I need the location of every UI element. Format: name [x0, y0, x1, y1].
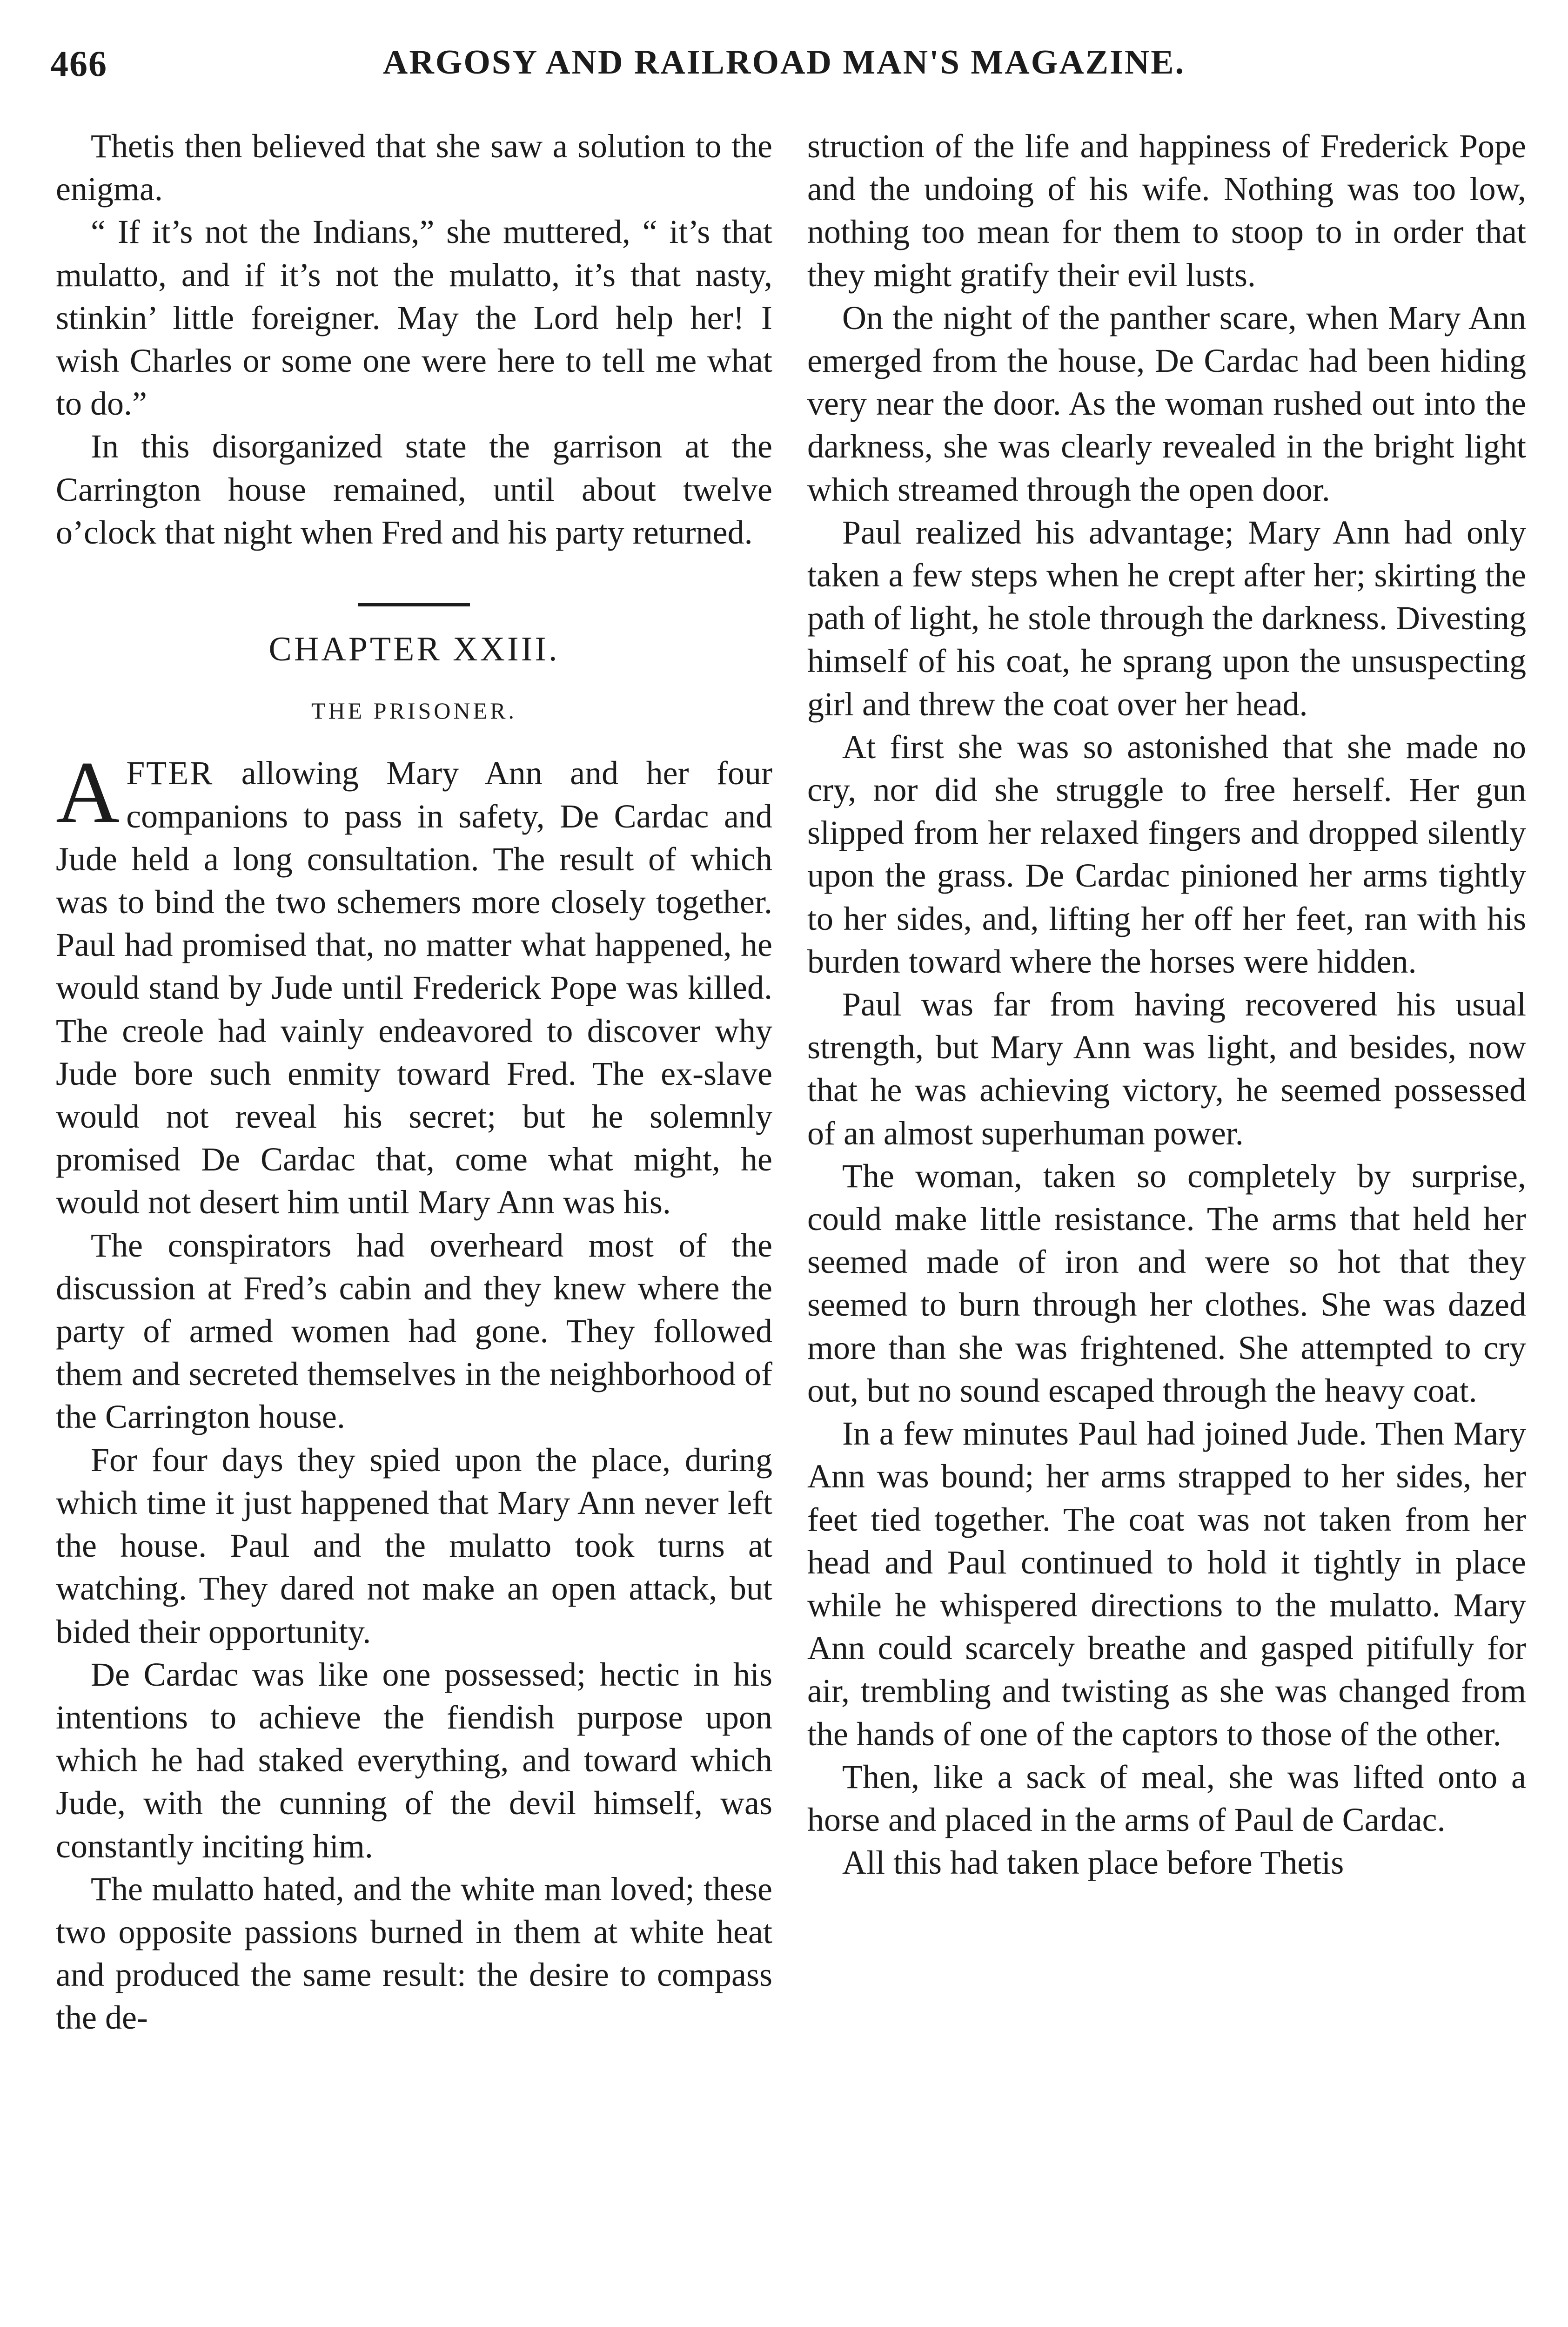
magazine-title: ARGOSY AND RAILROAD MAN'S MAGAZINE. — [382, 43, 1186, 81]
running-header — [0, 43, 1568, 94]
paragraph: All this had taken place before Thetis — [842, 1844, 1344, 1882]
opening-text: allowing Mary Ann and her four companions to pass in safety, De Cardac and Jude held a long consultation. The result of which was to bind the two schemers more closely together. Paul had promised that, no matter what happened, he would stand by Jude until Frederick Pope was killed. The creole had vainly endeavored to discover why Jude bore such enmity toward Fred. The ex-slave would not reveal his secret; but he solemnly promised De Cardac that, come what might, he would not desert him until Mary Ann was his. — [56, 754, 772, 1221]
paragraph: “ If it’s not the Indians,” she muttered, “ it’s that mulatto, and if it’s not the mulatto, it’s that nasty, stinkin’ little foreigner. May the Lord help her! I wish Charles or some one were here to tell me what to do.” — [56, 213, 772, 423]
page-number: 466 — [50, 43, 107, 84]
paragraph: In a few minutes Paul had joined Jude. Then Mary Ann was bound; her arms strapped to her sides, her feet tied together. The coat was not taken from her head and Paul continued to hold it tightly in place while he whispered directions to the mulatto. Mary Ann could scarcely breathe and gasped pitifully for air, trembling and twisting as she was changed from the hands of one of the captors to those of the other. — [807, 1415, 1526, 1753]
section-divider — [358, 603, 470, 606]
continued-paragraph: struction of the life and happiness of Frederick Pope and the undoing of his wife. Nothing was too low, nothing too mean for them to stoop to in order that they might gratify their evil lusts. — [807, 128, 1526, 294]
chapter-title: CHAPTER XXIII. — [268, 630, 560, 669]
paragraph: The conspirators had overheard most of the discussion at Fred’s cabin and they knew where the party of armed women had gone. They followed them and secreted themselves in the neighborhood of the Carrington house. — [56, 1226, 772, 1436]
drop-cap: A — [56, 744, 120, 842]
paragraph: On the night of the panther scare, when Mary Ann emerged from the house, De Cardac had been hiding very near the door. As the woman rushed out into the darkness, she was clearly revealed in the bright light which streamed through the open door. — [807, 299, 1526, 508]
paragraph: For four days they spied upon the place, during which time it just happened that Mary Ann never left the house. Paul and the mulatto took turns at watching. They dared not make an open attack, but bided their opportunity. — [56, 1441, 772, 1650]
left-column — [56, 125, 772, 2327]
paragraph: Thetis then believed that she saw a solution to the enigma. — [56, 128, 772, 208]
paragraph: The woman, taken so completely by surprise, could make little resistance. The arms that held her seemed made of iron and were so hot that they seemed to burn through her clothes. She was dazed more than she was frightened. She attempted to cry out, but no sound escaped through the heavy coat. — [807, 1157, 1526, 1409]
chapter-opening-paragraph — [56, 744, 772, 1224]
paragraph: Paul realized his advantage; Mary Ann had only taken a few steps when he crept after her; skirting the path of light, he stole through the darkness. Divesting himself of his coat, he sprang upon the unsuspecting girl and threw the coat over her head. — [807, 513, 1526, 723]
first-word: FTER — [126, 754, 214, 792]
right-column — [807, 125, 1526, 2327]
paragraph: At first she was so astonished that she made no cry, nor did she struggle to free herself. Her gun slipped from her relaxed fingers and dropped silently upon the grass. De Cardac pinioned her arms tightly to her sides, and, lifting her off her feet, ran with his burden toward where the horses were hidden. — [807, 728, 1526, 980]
paragraph: The mulatto hated, and the white man loved; these two opposite passions burned in them at white heat and produced the same result: the desire to compass the de- — [56, 1870, 772, 2037]
paragraph: De Cardac was like one possessed; hectic in his intentions to achieve the fiendish purpose upon which he had staked everything, and toward which Jude, with the cunning of the devil himself, was constantly inciting him. — [56, 1655, 772, 1865]
paragraph: Paul was far from having recovered his usual strength, but Mary Ann was light, and besides, now that he was achieving victory, he seemed possessed of an almost superhuman power. — [807, 986, 1526, 1152]
paragraph: In this disorganized state the garrison at the Carrington house remained, until about twelve o’clock that night when Fred and his party returned. — [56, 428, 772, 551]
chapter-subtitle: THE PRISONER. — [311, 698, 517, 724]
paragraph: Then, like a sack of meal, she was lifted onto a horse and placed in the arms of Paul de Cardac. — [807, 1758, 1526, 1838]
